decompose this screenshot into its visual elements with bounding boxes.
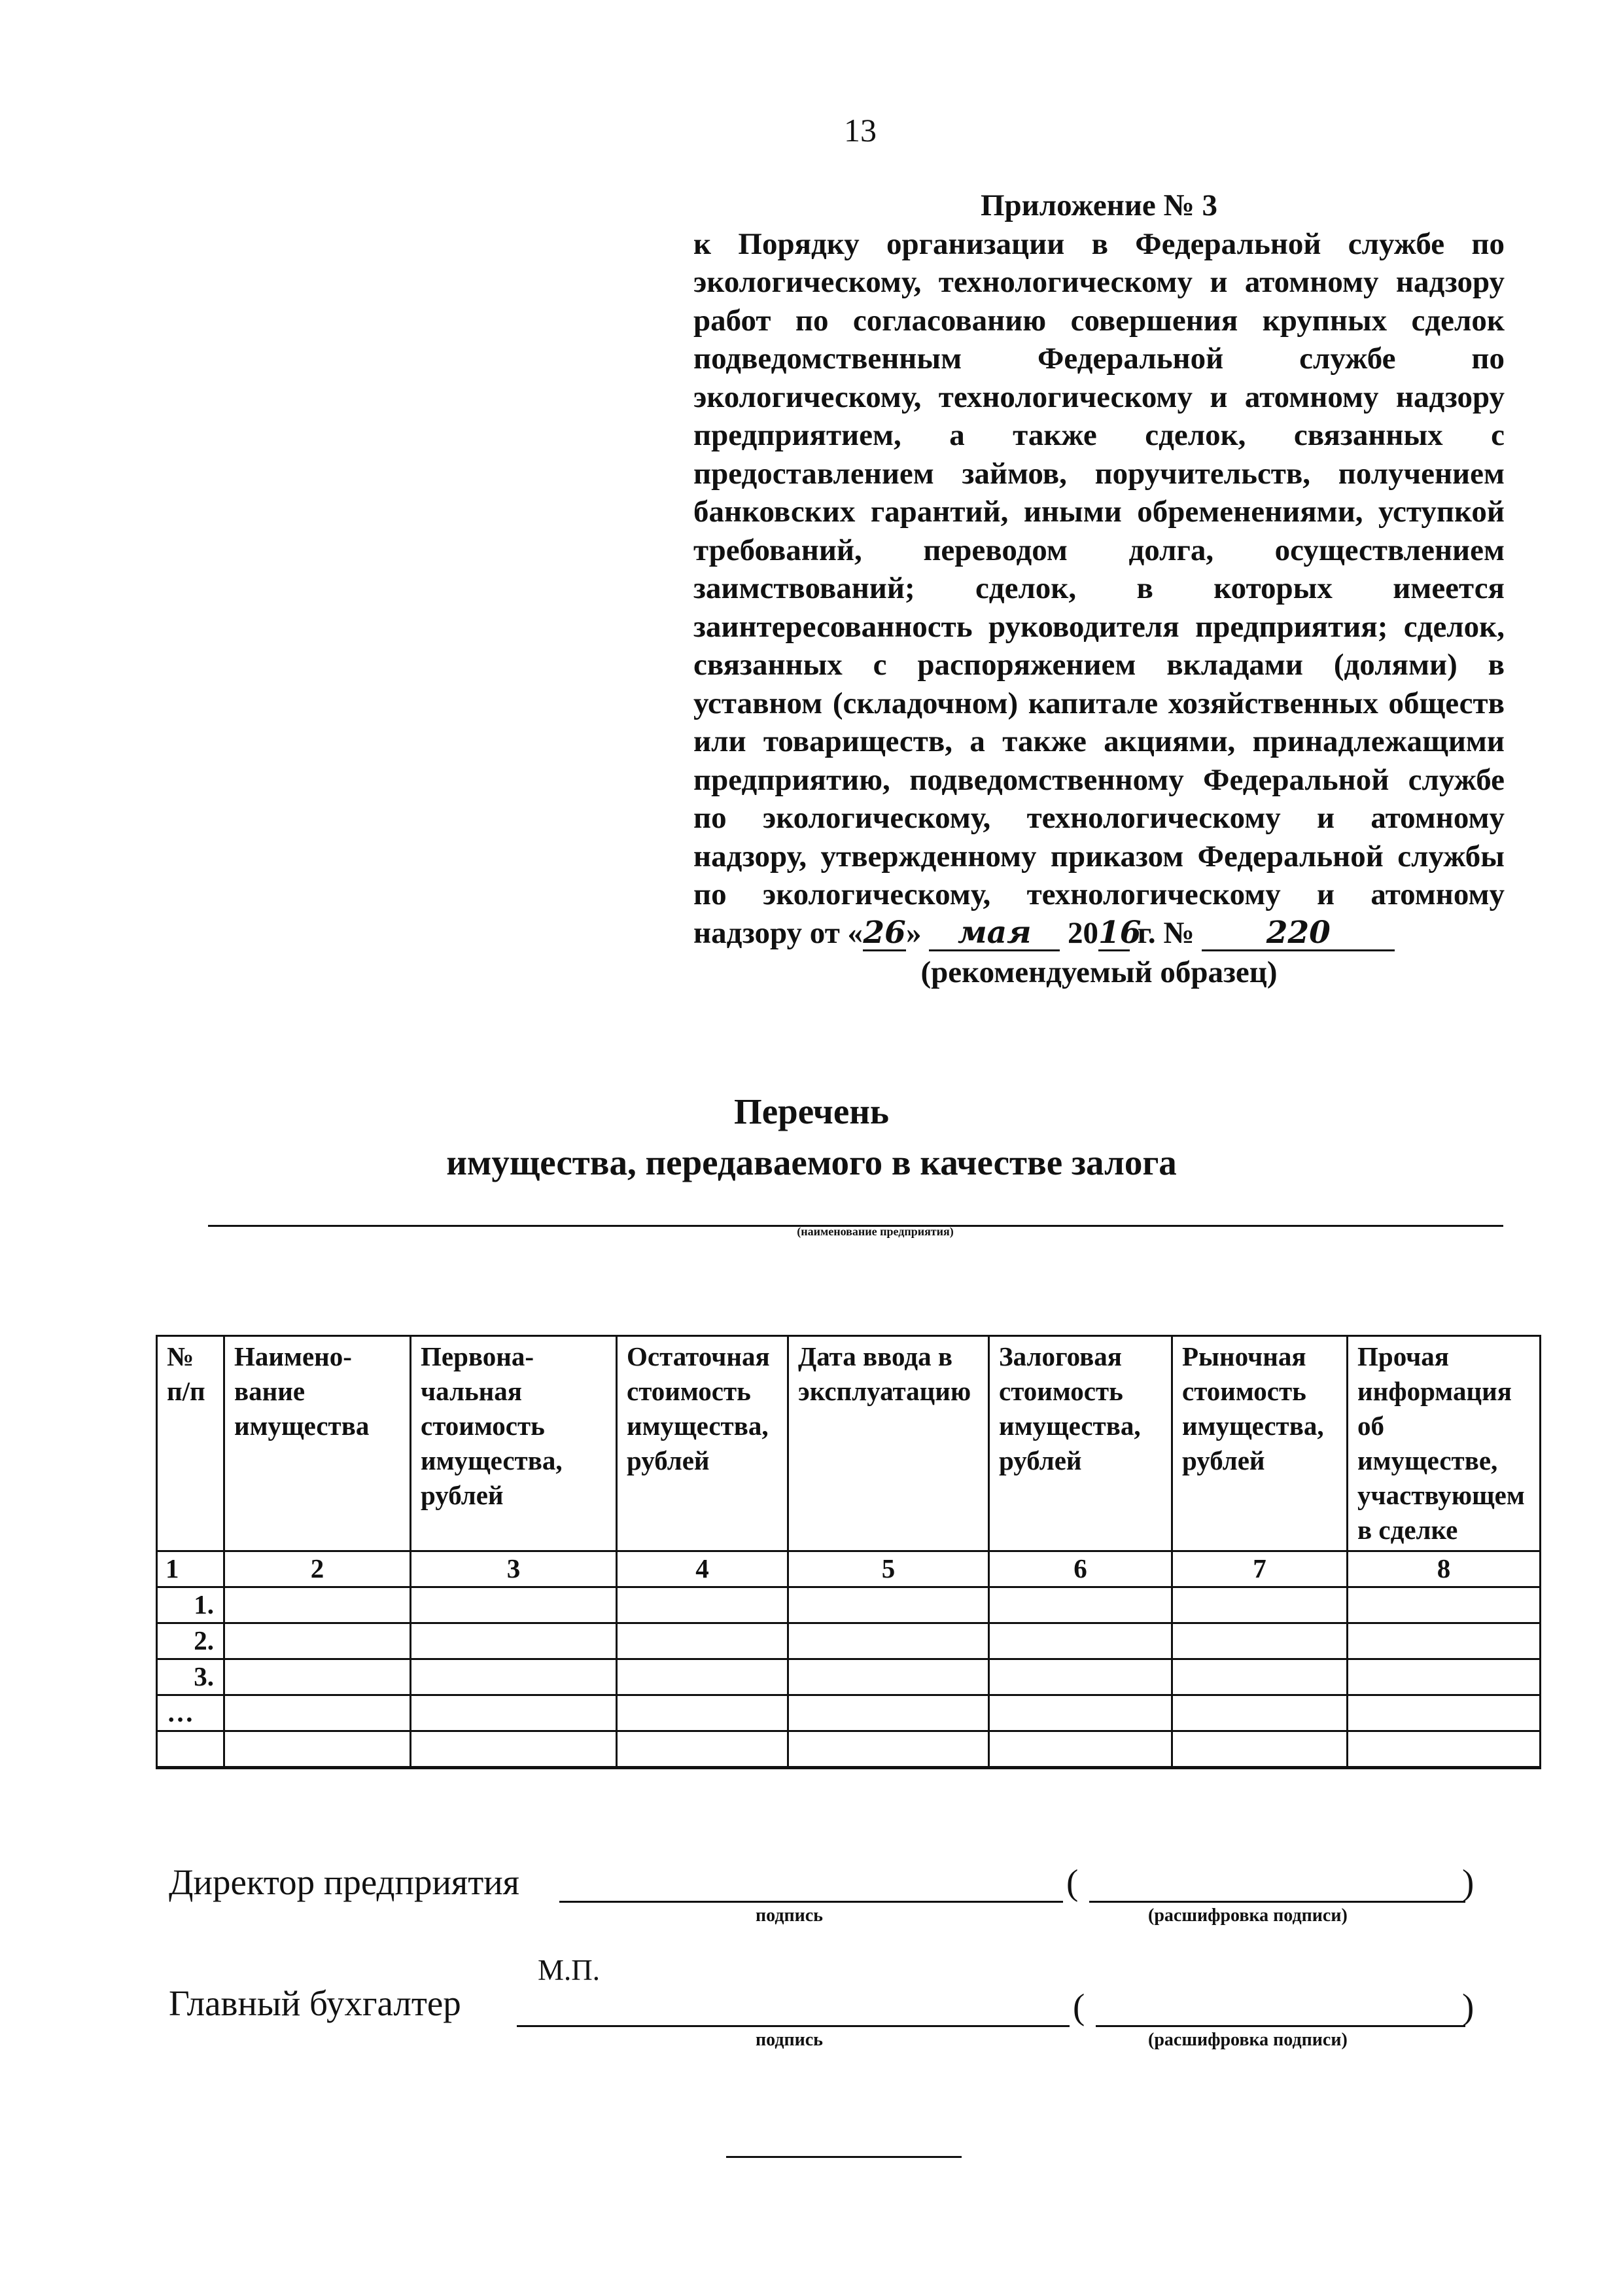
table-cell xyxy=(1348,1587,1541,1623)
table-header-cell: Рыночная стоимость имущества, рублей xyxy=(1172,1336,1348,1551)
table-cell xyxy=(411,1695,617,1731)
table-cell xyxy=(1172,1587,1348,1623)
annex-line: предоставлением займов, поручительств, получением xyxy=(693,456,1505,491)
annex-line: связанных с распоряжением вкладами (долями) в xyxy=(693,648,1505,682)
director-paren-open: ( xyxy=(1066,1862,1079,1902)
table-cell xyxy=(1172,1659,1348,1695)
table-header-cell: Залоговая стоимость имущества, рублей xyxy=(989,1336,1172,1551)
table-cell xyxy=(989,1731,1172,1768)
row-index: … xyxy=(157,1695,224,1731)
table-cell xyxy=(617,1587,788,1623)
row-index: 1. xyxy=(157,1587,224,1623)
accountant-paren-open: ( xyxy=(1073,1987,1085,2026)
column-number: 7 xyxy=(1172,1551,1348,1587)
stamp-label: М.П. xyxy=(538,1954,601,1987)
table-cell xyxy=(1172,1623,1348,1659)
table-row xyxy=(157,1587,1541,1623)
column-number: 5 xyxy=(788,1551,989,1587)
table-cell xyxy=(224,1731,411,1768)
annex-line: экологическому, технологическому и атомному надзору xyxy=(693,265,1505,299)
table-cell xyxy=(224,1695,411,1731)
accountant-signature-line xyxy=(517,2025,1070,2027)
annex-line: экологическому, технологическому и атомному надзору xyxy=(693,380,1505,414)
table-header-row xyxy=(157,1336,1541,1551)
table-header-cell: Наимено-вание имущества xyxy=(224,1336,411,1551)
table-cell xyxy=(788,1587,989,1623)
organization-name-caption: (наименование предприятия) xyxy=(797,1225,954,1238)
approval-year-prefix: 20 xyxy=(1068,915,1099,950)
table-cell xyxy=(1348,1659,1541,1695)
table-cell xyxy=(788,1623,989,1659)
sample-note: (рекомендуемый образец) xyxy=(920,955,1278,989)
table-cell xyxy=(617,1731,788,1768)
accountant-decode-line xyxy=(1096,2025,1465,2027)
table-header-cell: Дата ввода в эксплуатацию xyxy=(788,1336,989,1551)
table-row xyxy=(157,1695,1541,1731)
annex-line: надзору, утвержденному приказом Федеральной службы xyxy=(693,839,1505,874)
annex-block xyxy=(693,186,1505,992)
table-header-cell: № п/п xyxy=(157,1336,224,1551)
director-label: Директор предприятия xyxy=(169,1862,519,1902)
property-table xyxy=(156,1335,1541,1769)
table-cell xyxy=(1172,1695,1348,1731)
director-decode-caption: (расшифровка подписи) xyxy=(1148,1905,1348,1926)
approval-month: мая xyxy=(929,917,1060,951)
approval-number: 220 xyxy=(1202,917,1395,951)
annex-line: подведомственным Федеральной службе по xyxy=(693,342,1505,376)
document-title xyxy=(0,1086,1623,1188)
annex-line: работ по согласованию совершения крупных сделок xyxy=(693,303,1505,338)
accountant-paren-close: ) xyxy=(1462,1987,1475,2026)
annex-line: по экологическому, технологическому и атомному xyxy=(693,801,1505,835)
accountant-decode-caption: (расшифровка подписи) xyxy=(1148,2030,1348,2050)
approval-quote-close: » xyxy=(906,915,922,950)
table-cell xyxy=(989,1587,1172,1623)
table-cell xyxy=(411,1623,617,1659)
table-header-cell: Остаточная стоимость имущества, рублей xyxy=(617,1336,788,1551)
table-cell xyxy=(224,1659,411,1695)
end-divider xyxy=(726,2156,962,2158)
table-header-cell: Прочая информация об имуществе, участвующем в сделке xyxy=(1348,1336,1541,1551)
annex-line: предприятию, подведомственному Федеральной службе xyxy=(693,762,1505,797)
approval-line xyxy=(693,914,1505,953)
table-cell xyxy=(788,1731,989,1768)
annex-line: банковских гарантий, иными обременениями, уступкой xyxy=(693,495,1505,529)
table-cell xyxy=(1348,1695,1541,1731)
table-cell xyxy=(788,1659,989,1695)
table-cell xyxy=(224,1587,411,1623)
approval-year-suffix: 16 xyxy=(1098,914,1142,951)
director-decode-line xyxy=(1089,1901,1465,1903)
table-cell xyxy=(1172,1731,1348,1768)
accountant-signature-caption: подпись xyxy=(756,2030,823,2050)
table-cell xyxy=(788,1695,989,1731)
annex-line: требований, переводом долга, осуществлением xyxy=(693,533,1505,567)
annex-line: заимствований; сделок, в которых имеется xyxy=(693,571,1505,605)
table-column-number-row xyxy=(157,1551,1541,1587)
table-cell xyxy=(989,1623,1172,1659)
approval-day: 26 xyxy=(863,914,906,951)
table-row xyxy=(157,1659,1541,1695)
table-cell xyxy=(1348,1623,1541,1659)
table-cell xyxy=(989,1659,1172,1695)
approval-number-label: г. № xyxy=(1137,915,1195,950)
annex-line: к Порядку организации в Федеральной службе по xyxy=(693,226,1505,261)
table-cell xyxy=(411,1587,617,1623)
page-number: 13 xyxy=(844,112,877,149)
table-cell xyxy=(1348,1731,1541,1768)
row-index: 3. xyxy=(157,1659,224,1695)
annex-line: или товариществ, а также акциями, принадлежащими xyxy=(693,724,1505,758)
column-number: 2 xyxy=(224,1551,411,1587)
table-cell xyxy=(989,1695,1172,1731)
column-number: 3 xyxy=(411,1551,617,1587)
column-number: 8 xyxy=(1348,1551,1541,1587)
director-signature-caption: подпись xyxy=(756,1905,823,1926)
document-title-line1: Перечень xyxy=(733,1091,890,1131)
approval-prefix: надзору от « xyxy=(693,915,864,950)
table-row xyxy=(157,1731,1541,1768)
table-row xyxy=(157,1623,1541,1659)
table-cell xyxy=(617,1659,788,1695)
table-cell xyxy=(411,1731,617,1768)
document-title-line2: имущества, передаваемого в качестве залога xyxy=(446,1142,1177,1182)
annex-line: предприятием, а также сделок, связанных с xyxy=(693,418,1505,452)
table-cell xyxy=(617,1623,788,1659)
annex-line: уставном (складочном) капитале хозяйственных обществ xyxy=(693,686,1505,720)
annex-line: по экологическому, технологическому и атомному xyxy=(693,877,1505,911)
annex-line: заинтересованность руководителя предприятия; сделок, xyxy=(693,609,1505,644)
table-header-cell: Первона-чальная стоимость имущества, рублей xyxy=(411,1336,617,1551)
annex-title: Приложение № 3 xyxy=(980,188,1218,222)
director-signature-line xyxy=(559,1901,1063,1903)
column-number: 4 xyxy=(617,1551,788,1587)
director-paren-close: ) xyxy=(1462,1862,1475,1902)
column-number: 1 xyxy=(157,1551,224,1587)
table-cell xyxy=(617,1695,788,1731)
row-index xyxy=(157,1731,224,1768)
table-cell xyxy=(224,1623,411,1659)
row-index: 2. xyxy=(157,1623,224,1659)
table-cell xyxy=(411,1659,617,1695)
column-number: 6 xyxy=(989,1551,1172,1587)
accountant-label: Главный бухгалтер xyxy=(169,1983,461,2023)
